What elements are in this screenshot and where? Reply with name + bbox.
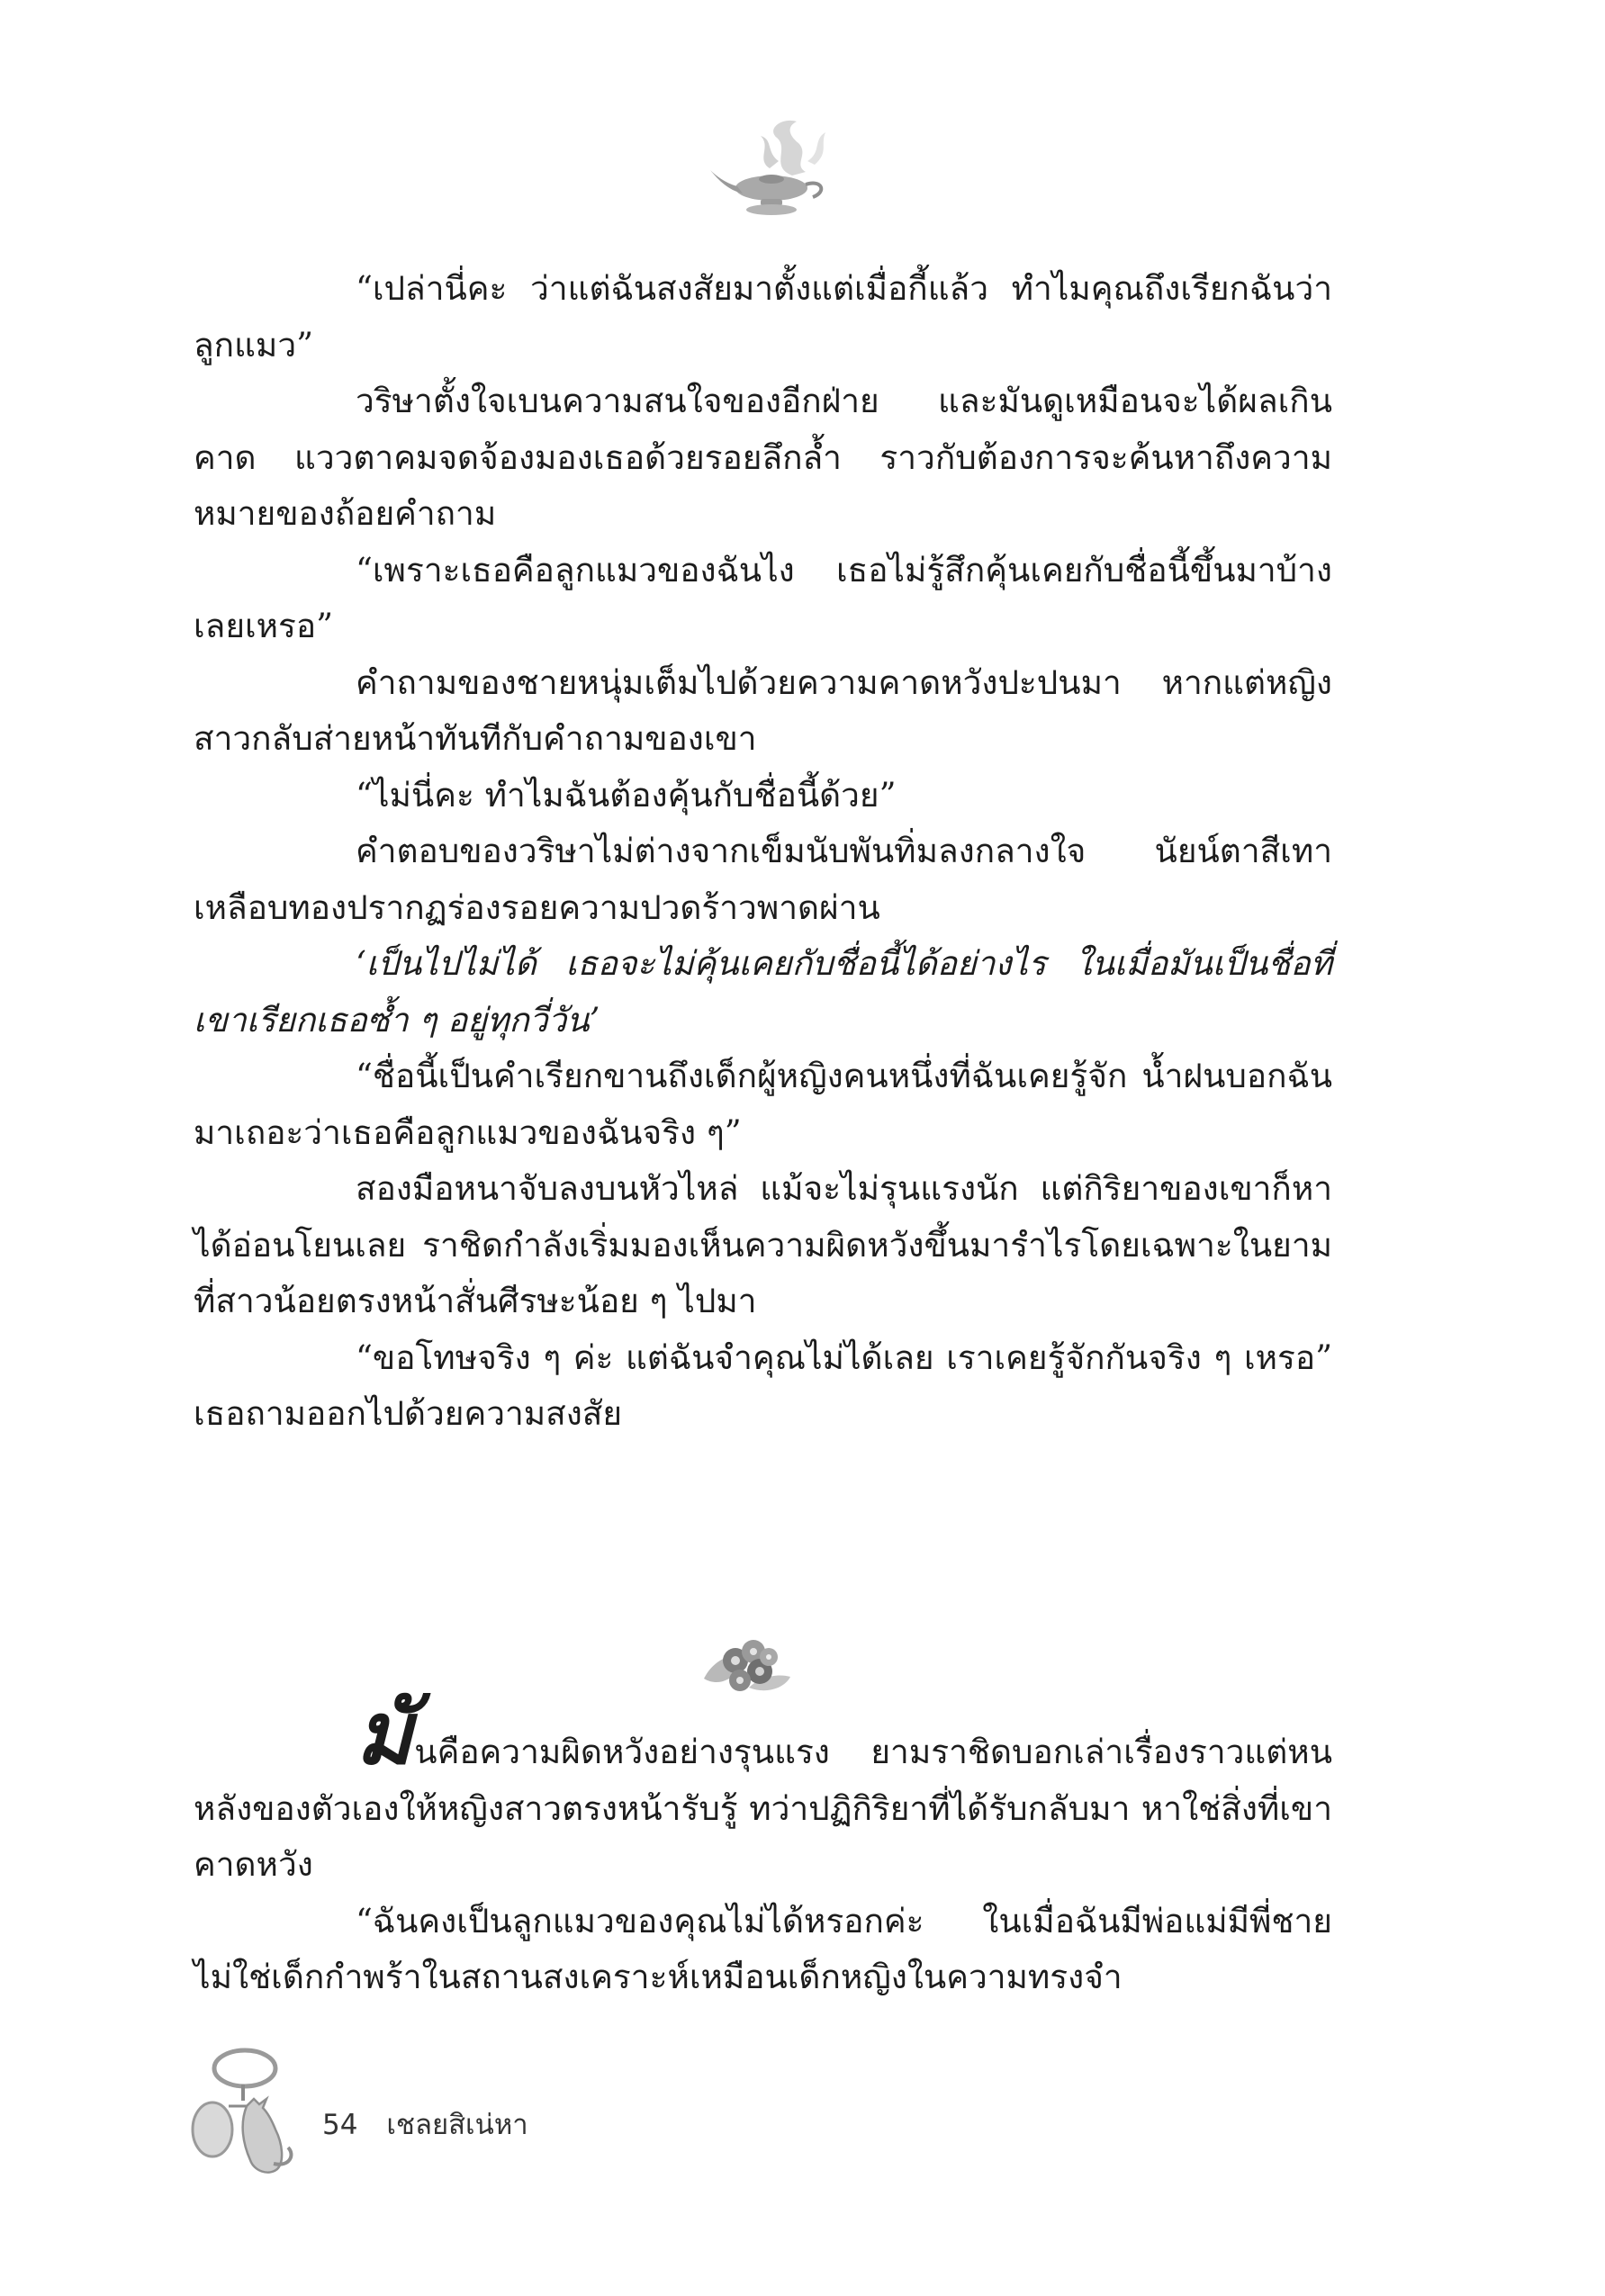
- genie-lamp-icon: [707, 113, 842, 221]
- flower-bouquet-icon: [695, 1625, 794, 1710]
- drop-cap: มั: [356, 1682, 413, 1784]
- italic-thought-paragraph: ‘เป็นไปไม่ได้ เธอจะไม่คุ้นเคยกับชื่อนี้ได้อย่างไร ในเมื่อมันเป็นชื่อที่เขาเรียกเธอซ้ำ ๆ อยู่ทุกวี่วัน’: [194, 944, 1332, 1040]
- opening-paragraph: [194, 1682, 1332, 1894]
- section-1-text: [194, 261, 1332, 1443]
- paragraph: คำถามของชายหนุ่มเต็มไปด้วยความคาดหวังปะปนมา หากแต่หญิงสาวกลับส่ายหน้าทันทีกับคำถามของเขา: [194, 662, 1332, 758]
- paragraph: คำตอบของวริษาไม่ต่างจากเข็มนับพันทิ่มลงกลางใจ นัยน์ตาสีเทาเหลือบทองปรากฏร่องรอยความปวดร้าวพาดผ่าน: [194, 832, 1332, 927]
- paragraph: “ชื่อนี้เป็นคำเรียกขานถึงเด็กผู้หญิงคนหนึ่งที่ฉันเคยรู้จัก น้ำฝนบอกฉันมาเถอะว่าเธอคือลูกแมวของฉันจริง ๆ”: [194, 1057, 1332, 1152]
- paragraph: “เปล่านี่คะ ว่าแต่ฉันสงสัยมาตั้งแต่เมื่อกี้แล้ว ทำไมคุณถึงเรียกฉันว่าลูกแมว”: [194, 269, 1332, 365]
- book-title: เชลยสิเน่หา: [386, 2109, 528, 2141]
- opening-paragraph-text: นคือความผิดหวังอย่างรุนแรง ยามราชิดบอกเล่าเรื่องราวแต่หนหลังของตัวเองให้หญิงสาวตรงหน้ารับรู้ ทว่าปฏิกิริยาที่ได้รับกลับมา หาใช่สิ่งที่เขาคาดหวัง: [194, 1733, 1332, 1884]
- paragraph: “ไม่นี่คะ ทำไมฉันต้องคุ้นกับชื่อนี้ด้วย”: [356, 775, 897, 815]
- paragraph: “ฉันคงเป็นลูกแมวของคุณไม่ได้หรอกค่ะ ในเมื่อฉันมีพ่อแม่มีพี่ชาย ไม่ใช่เด็กกำพร้าในสถานสงเคราะห์เหมือนเด็กหญิงในความทรงจำ: [194, 1901, 1332, 1996]
- cat-keychain-icon: [180, 2043, 302, 2187]
- page-number: 54: [322, 2109, 358, 2141]
- paragraph: “เพราะเธอคือลูกแมวของฉันไง เธอไม่รู้สึกคุ้นเคยกับชื่อนี้ขึ้นมาบ้างเลยเหรอ”: [194, 550, 1332, 645]
- paragraph: “ขอโทษจริง ๆ ค่ะ แต่ฉันจำคุณไม่ได้เลย เราเคยรู้จักกันจริง ๆ เหรอ” เธอถามออกไปด้วยความสงสัย: [194, 1337, 1332, 1433]
- section-2-text: [194, 1682, 1332, 2006]
- paragraph: วริษาตั้งใจเบนความสนใจของอีกฝ่าย และมันดูเหมือนจะได้ผลเกินคาด แววตาคมจดจ้องมองเธอด้วยรอยลึกล้ำ ราวกับต้องการจะค้นหาถึงความหมายของถ้อยคำถาม: [194, 382, 1332, 533]
- page-footer: [322, 2102, 528, 2147]
- paragraph: สองมือหนาจับลงบนหัวไหล่ แม้จะไม่รุนแรงนัก แต่กิริยาของเขาก็หาได้อ่อนโยนเลย ราชิดกำลังเริ่มมองเห็นความผิดหวังขึ้นมารำไรโดยเฉพาะในยามที่สาวน้อยตรงหน้าสั่นศีรษะน้อย ๆ ไปมา: [194, 1169, 1332, 1320]
